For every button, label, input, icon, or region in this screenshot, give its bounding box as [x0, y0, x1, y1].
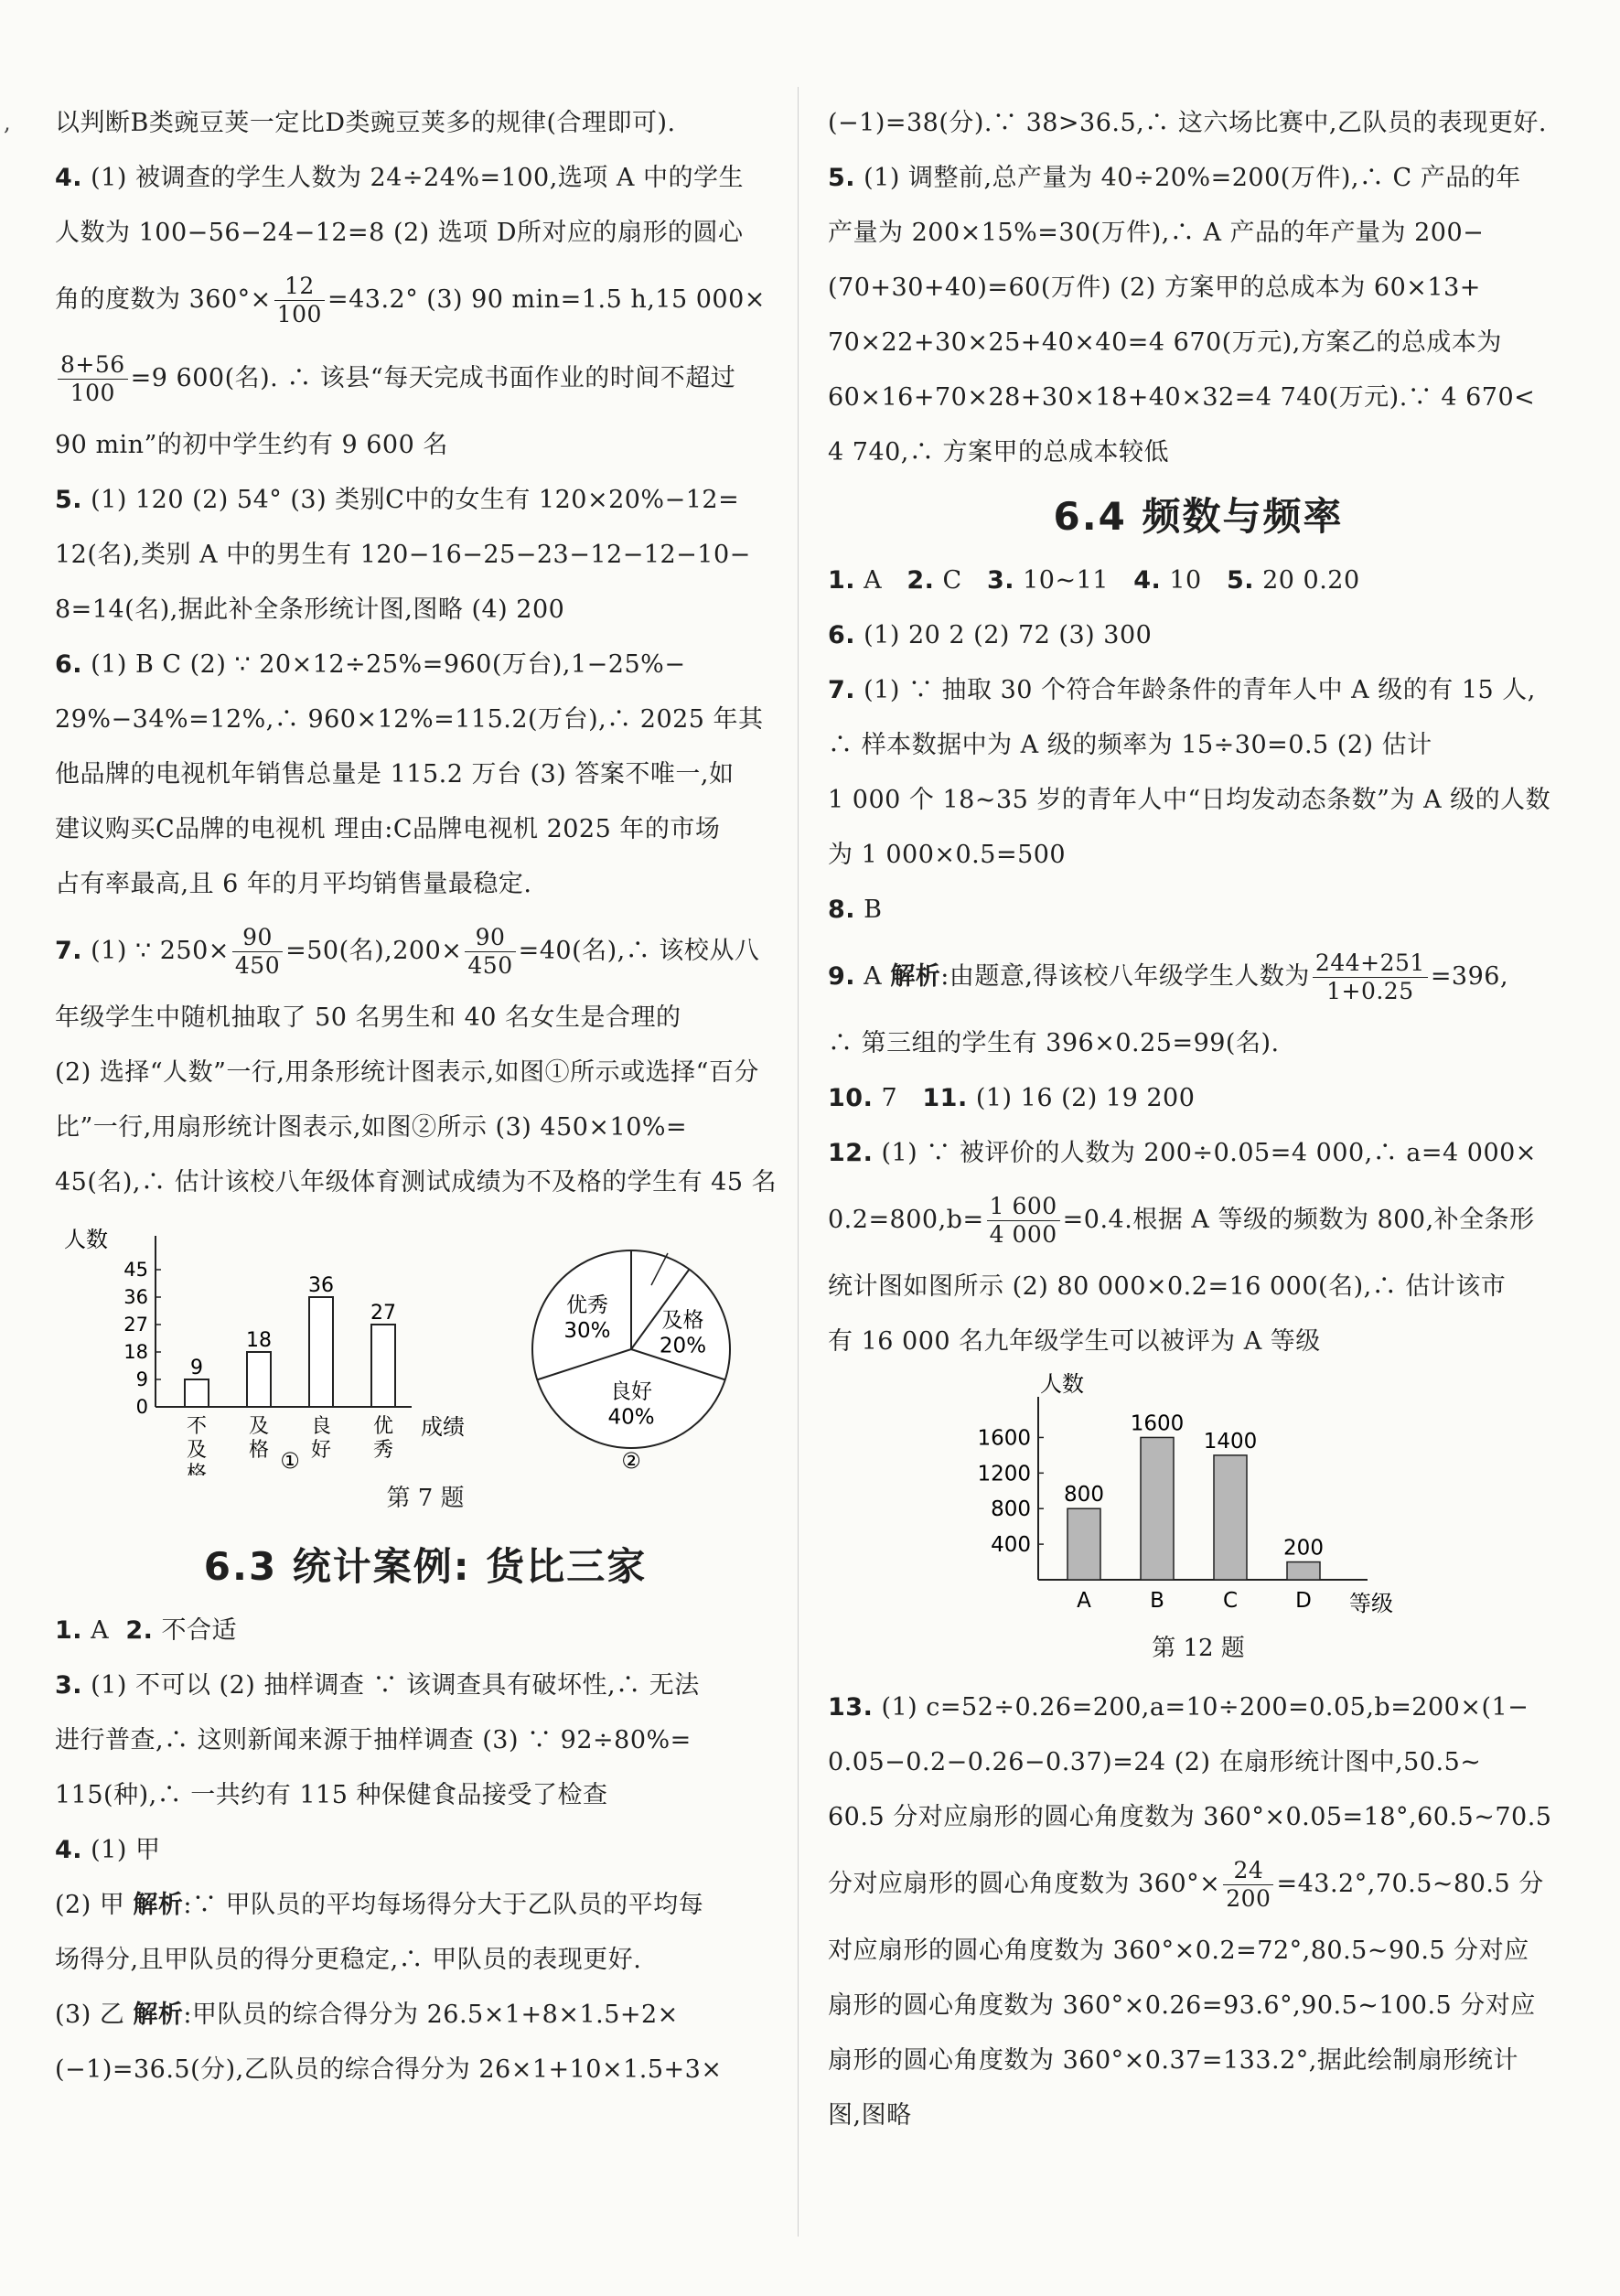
- fraction-numerator: 1 600: [987, 1193, 1060, 1221]
- s63-q4-line-a: [55, 1823, 796, 1878]
- s64-q13-line-c: 60.5 分对应扇形的圆心角度数为 360°×0.05=18°,60.5~70.5: [828, 1803, 1552, 1831]
- q4-line-a: [55, 151, 796, 206]
- s64-q7-line-b: ∴ 样本数据中为 A 级的频率为 15÷30=0.5 (2) 估计: [828, 731, 1432, 759]
- s64-q6-text: (1) 20 2 (2) 72 (3) 300: [864, 621, 1153, 649]
- s64-q2-number: 2.: [907, 566, 935, 595]
- s64-q9-number: 9.: [828, 962, 856, 991]
- chart3-category-label: A: [1077, 1589, 1091, 1613]
- fraction: [232, 924, 283, 980]
- s64-q4-number: 4.: [1133, 566, 1162, 595]
- chart3-ylabel: 人数: [1040, 1371, 1084, 1397]
- s64-q10-number: 10.: [828, 1084, 874, 1112]
- s63-line-1: [55, 1604, 796, 1658]
- q4-text-c-post: =43.2° (3) 90 min=1.5 h,15 000×: [327, 285, 766, 314]
- chart1-ytick-label: 45: [123, 1259, 148, 1281]
- chart3-category-label: C: [1222, 1589, 1239, 1613]
- chart1-data-label: 9: [190, 1357, 203, 1379]
- s64-q9-line-a: [828, 938, 1569, 1016]
- s64-q12-line-a: [828, 1126, 1569, 1181]
- s64-q13-line-f: 扇形的圆心角度数为 360°×0.26=93.6°,90.5~100.5 分对应: [828, 1991, 1536, 2020]
- q4-text-d-post: =9 600(名). ∴ 该县“每天完成书面作业的时间不超过: [130, 364, 736, 392]
- chart3-bar: [1287, 1562, 1320, 1580]
- s63-q2-number: 2.: [125, 1616, 154, 1645]
- q7-text-a-mid: =50(名),200×: [285, 937, 463, 965]
- figure-12-caption: 第 12 题: [1152, 1635, 1245, 1662]
- s64-q9-text-pre: A: [864, 962, 891, 991]
- q5-text-a: (1) 120 (2) 54° (3) 类别C中的女生有 120×20%−12=: [91, 486, 740, 514]
- q5-line-a: [828, 151, 1569, 206]
- s64-q7-number: 7.: [828, 676, 856, 704]
- chart3-data-label: 800: [1064, 1483, 1104, 1507]
- fraction: [274, 273, 325, 328]
- s63-q4-line-c: 场得分,且甲队员的得分更稳定,∴ 甲队员的表现更好.: [55, 1946, 642, 1974]
- q4-text-c-pre: 角的度数为 360°×: [55, 285, 272, 314]
- chart2-slice-percent: 20%: [659, 1334, 707, 1358]
- q6-line-d: 建议购买C品牌的电视机 理由:C品牌电视机 2025 年的市场: [55, 815, 721, 843]
- q6-line-b: 29%−34%=12%,∴ 960×12%=115.2(万台),∴ 2025 年其: [55, 705, 764, 734]
- chart3-data-label: 200: [1283, 1536, 1324, 1561]
- chart2-slice-percent: 30%: [563, 1319, 611, 1344]
- text-line: 以判断B类豌豆荚一定比D类豌豆荚多的规律(合理即可).: [55, 109, 676, 137]
- chart1-category-char: 及: [248, 1415, 270, 1438]
- chart1-bar: [247, 1352, 271, 1407]
- q7-text-a-post: =40(名),∴ 该校从八: [518, 937, 760, 965]
- right-column: [828, 96, 1569, 2143]
- chart1-bar: [309, 1297, 333, 1407]
- chart1-category-char: 格: [186, 1463, 208, 1475]
- s64-q12-number: 12.: [828, 1139, 874, 1167]
- q7-line-c: (2) 选择“人数”一行,用条形统计图表示,如图①所示或选择“百分: [55, 1058, 759, 1087]
- chart3-ytick-label: 1600: [977, 1426, 1031, 1451]
- s63-q3-line-c: 115(种),∴ 一共约有 115 种保健食品接受了检查: [55, 1781, 608, 1809]
- q4-text-a: (1) 被调查的学生人数为 24÷24%=100,选项 A 中的学生: [91, 164, 744, 192]
- s63-q2-answer: 不合适: [161, 1616, 237, 1645]
- s64-q1-number: 1.: [828, 566, 856, 595]
- figure-7-caption: 第 7 题: [386, 1485, 465, 1512]
- s64-q10-text: 7: [881, 1084, 898, 1112]
- fraction-denominator: 4 000: [989, 1221, 1057, 1248]
- fraction-numerator: 244+251: [1313, 950, 1428, 978]
- chart3-category-label: B: [1150, 1589, 1164, 1613]
- q4-line-c: [55, 261, 796, 339]
- s64-q6-number: 6.: [828, 621, 856, 649]
- analysis-label: 解析: [133, 2001, 184, 2029]
- chart1-data-label: 27: [370, 1302, 396, 1325]
- s63-q3-line-b: 进行普查,∴ 这则新闻来源于抽样调查 (3) ∵ 92÷80%=: [55, 1726, 692, 1754]
- chart1-category-char: 优: [372, 1415, 394, 1438]
- chart2-slice-label: 优秀: [565, 1293, 608, 1318]
- fraction: [987, 1193, 1060, 1249]
- fraction-numerator: 24: [1223, 1857, 1273, 1885]
- chart1-ytick-label: 0: [135, 1396, 148, 1418]
- q4-line-d: [55, 339, 796, 418]
- q6-number: 6.: [55, 650, 83, 679]
- s63-q3-line-a: [55, 1658, 796, 1713]
- s63-q4-text-b-pre: (2) 甲: [55, 1891, 134, 1919]
- s64-q3-answer: 10~11: [1023, 566, 1109, 595]
- s64-q12-line-d: 有 16 000 名九年级学生可以被评为 A 等级: [828, 1327, 1321, 1356]
- chart1-ytick-label: 36: [123, 1286, 148, 1308]
- chart2-slice-percent: 40%: [607, 1405, 655, 1430]
- chart1-data-label: 18: [246, 1329, 272, 1352]
- s64-q2-answer: C: [942, 566, 962, 595]
- s64-q13-line-b: 0.05−0.2−0.26−0.37)=24 (2) 在扇形统计图中,50.5~: [828, 1748, 1482, 1776]
- fraction-denominator: 1+0.25: [1326, 978, 1414, 1004]
- chart2-title: ②: [621, 1448, 641, 1474]
- s63-q4-text-d-pre: (3) 乙: [55, 2001, 134, 2029]
- text-line: (−1)=38(分).∵ 38>36.5,∴ 这六场比赛中,乙队员的表现更好.: [828, 109, 1548, 137]
- chart2-slice-label: 良好: [610, 1379, 652, 1404]
- fraction-numerator: 8+56: [58, 351, 128, 380]
- s64-q3-number: 3.: [986, 566, 1014, 595]
- chart1-bar: [185, 1379, 209, 1407]
- fraction: [58, 351, 128, 407]
- chart1-xlabel: 成绩: [421, 1414, 465, 1440]
- q7-line-b: 年级学生中随机抽取了 50 名男生和 40 名女生是合理的: [55, 1003, 681, 1032]
- s64-q5-number: 5.: [1226, 566, 1254, 595]
- s64-q10-11-line: [828, 1071, 1569, 1126]
- s64-q11-text: (1) 16 (2) 19 200: [975, 1084, 1196, 1112]
- chart1-category-char: 秀: [372, 1439, 394, 1462]
- q7-text-a-pre: (1) ∵ 250×: [91, 937, 230, 965]
- s63-q4-number: 4.: [55, 1836, 83, 1864]
- s64-q8-line: [828, 883, 1569, 938]
- fraction-denominator: 450: [234, 952, 281, 979]
- s64-q12-text-b-post: =0.4.根据 A 等级的频数为 800,补全条形: [1062, 1206, 1535, 1234]
- q7-line-e: 45(名),∴ 估计该校八年级体育测试成绩为不及格的学生有 45 名: [55, 1168, 778, 1196]
- chart1-ytick-label: 18: [123, 1341, 148, 1363]
- figure-12-svg: [828, 1369, 1569, 1625]
- s64-q7-line-c: 1 000 个 18~35 岁的青年人中“日均发动态条数”为 A 级的人数: [828, 786, 1551, 814]
- fraction-denominator: 100: [70, 380, 115, 406]
- q5-line-c: (70+30+40)=60(万件) (2) 方案甲的总成本为 60×13+: [828, 274, 1481, 302]
- fraction-numerator: 90: [232, 924, 283, 952]
- margin-fragment: ,: [4, 110, 11, 135]
- figure-12: [828, 1369, 1569, 1625]
- chart2-slice-label: 及格: [661, 1308, 704, 1333]
- s64-q12-text-a: (1) ∵ 被评价的人数为 200÷0.05=4 000,∴ a=4 000×: [881, 1139, 1537, 1167]
- q5-line-d: 70×22+30×25+40×40=4 670(万元),方案乙的总成本为: [828, 328, 1502, 357]
- q4-number: 4.: [55, 164, 83, 192]
- q7-line-d: 比”一行,用扇形统计图表示,如图②所示 (3) 450×10%=: [55, 1113, 688, 1142]
- s64-q12-line-c: 统计图如图所示 (2) 80 000×0.2=16 000(名),∴ 估计该市: [828, 1272, 1507, 1301]
- s64-q13-text-d-pre: 分对应扇形的圆心角度数为 360°×: [828, 1870, 1221, 1898]
- q5-line-b: 产量为 200×15%=30(万件),∴ A 产品的年产量为 200−: [828, 219, 1485, 247]
- chart3-ytick-label: 800: [991, 1497, 1031, 1522]
- fraction: [1313, 950, 1428, 1005]
- chart3-ytick-label: 400: [991, 1533, 1031, 1558]
- section-6-4-title: 6.4 频数与频率: [1053, 494, 1344, 539]
- s64-q8-text: B: [864, 896, 883, 924]
- s64-q12-text-b-pre: 0.2=800,b=: [828, 1206, 984, 1234]
- figure-7-svg: [55, 1210, 796, 1475]
- chart1-ytick-label: 9: [135, 1368, 148, 1390]
- s63-q4-line-b: [55, 1878, 796, 1933]
- s64-q13-line-a: [828, 1680, 1569, 1735]
- s64-q12-line-b: [828, 1181, 1569, 1260]
- s64-line-1: [828, 553, 1569, 608]
- q5-text-a: (1) 调整前,总产量为 40÷20%=200(万件),∴ C 产品的年: [864, 164, 1521, 192]
- s64-q13-line-e: 对应扇形的圆心角度数为 360°×0.2=72°,80.5~90.5 分对应: [828, 1937, 1529, 1965]
- chart1-title: ①: [280, 1448, 300, 1474]
- q6-line-a: [55, 638, 796, 692]
- s64-q9-text-post: =396,: [1430, 962, 1509, 991]
- s64-q13-line-d: [828, 1845, 1569, 1924]
- fraction-denominator: 200: [1226, 1885, 1271, 1912]
- s63-q4-line-e: (−1)=36.5(分),乙队员的综合得分为 26×1+10×1.5+3×: [55, 2055, 723, 2084]
- fraction: [1223, 1857, 1273, 1913]
- q7-line-a: [55, 912, 796, 991]
- s64-q13-line-g: 扇形的圆心角度数为 360°×0.37=133.2°,据此绘制扇形统计: [828, 2046, 1518, 2075]
- s64-q5-answer: 20 0.20: [1262, 566, 1360, 595]
- analysis-label: 解析: [133, 1891, 184, 1919]
- chart3-ytick-label: 1200: [977, 1462, 1031, 1486]
- section-6-3-title: 6.3 统计案例: 货比三家: [203, 1544, 648, 1589]
- q5-number: 5.: [55, 486, 83, 514]
- s64-q13-line-h: 图,图略: [828, 2101, 912, 2130]
- q5-line-a: [55, 473, 796, 528]
- s64-q13-number: 13.: [828, 1693, 874, 1722]
- s64-q8-number: 8.: [828, 896, 856, 924]
- column-divider: [798, 87, 799, 2237]
- chart1-category-char: 良: [310, 1415, 332, 1438]
- s63-q1-number: 1.: [55, 1616, 83, 1645]
- chart3-data-label: 1600: [1130, 1411, 1185, 1436]
- q6-line-e: 占有率最高,且 6 年的月平均销售量最稳定.: [55, 870, 532, 898]
- chart3-bar: [1141, 1437, 1174, 1580]
- chart1-category-char: 格: [248, 1439, 270, 1462]
- fraction-numerator: 12: [274, 273, 325, 301]
- chart3-bar: [1067, 1508, 1100, 1580]
- s64-q6-line: [828, 608, 1569, 663]
- q6-text-a: (1) B C (2) ∵ 20×12÷25%=960(万台),1−25%−: [91, 650, 686, 679]
- chart1-category-char: 好: [310, 1439, 332, 1462]
- s64-q1-answer: A: [864, 566, 883, 595]
- chart3-data-label: 1400: [1203, 1429, 1258, 1454]
- s64-q7-text-a: (1) ∵ 抽取 30 个符合年龄条件的青年人中 A 级的有 15 人,: [864, 676, 1536, 704]
- q5-line-c: 8=14(名),据此补全条形统计图,图略 (4) 200: [55, 595, 565, 624]
- chart1-category-char: 不: [186, 1415, 208, 1438]
- q5-number: 5.: [828, 164, 856, 192]
- q5-line-b: 12(名),类别 A 中的男生有 120−16−25−23−12−12−10−: [55, 541, 751, 569]
- chart3-xlabel: 等级: [1349, 1591, 1393, 1616]
- fraction: [465, 924, 515, 980]
- s63-q4-text-a: (1) 甲: [91, 1836, 161, 1864]
- s64-q13-text-d-post: =43.2°,70.5~80.5 分: [1276, 1870, 1544, 1898]
- fraction-numerator: 90: [465, 924, 515, 952]
- s64-q11-number: 11.: [922, 1084, 968, 1112]
- s63-q4-text-d-post: :甲队员的综合得分为 26.5×1+8×1.5+2×: [183, 2001, 679, 2029]
- q4-line-b: 人数为 100−56−24−12=8 (2) 选项 D所对应的扇形的圆心: [55, 219, 744, 247]
- chart1-bar: [371, 1325, 395, 1407]
- chart1-ylabel: 人数: [64, 1227, 108, 1252]
- s63-q4-line-d: [55, 1988, 796, 2043]
- chart1-ytick-label: 27: [123, 1314, 148, 1336]
- s63-q1-answer: A: [91, 1616, 110, 1645]
- s63-q3-text-a: (1) 不可以 (2) 抽样调查 ∵ 该调查具有破坏性,∴ 无法: [91, 1671, 700, 1700]
- fraction-denominator: 450: [467, 952, 513, 979]
- fraction-denominator: 100: [276, 301, 322, 327]
- s64-q4-answer: 10: [1169, 566, 1202, 595]
- s64-q7-line-d: 为 1 000×0.5=500: [828, 841, 1067, 869]
- q5-line-f: 4 740,∴ 方案甲的总成本较低: [828, 438, 1169, 467]
- q6-line-c: 他品牌的电视机年销售总量是 115.2 万台 (3) 答案不唯一,如: [55, 760, 735, 789]
- chart3-bar: [1214, 1455, 1247, 1580]
- s63-q4-text-b-post: :∵ 甲队员的平均每场得分大于乙队员的平均每: [183, 1891, 704, 1919]
- s64-q9-text-mid: :由题意,得该校八年级学生人数为: [940, 962, 1310, 991]
- chart1-category-char: 及: [186, 1439, 208, 1462]
- s64-q7-line-a: [828, 663, 1569, 718]
- chart1-data-label: 36: [308, 1274, 334, 1297]
- s64-q9-line-b: ∴ 第三组的学生有 396×0.25=99(名).: [828, 1029, 1280, 1057]
- figure-7: [55, 1210, 796, 1475]
- q4-line-e: 90 min”的初中学生约有 9 600 名: [55, 431, 448, 459]
- chart3-category-label: D: [1295, 1589, 1312, 1613]
- q5-line-e: 60×16+70×28+30×18+40×32=4 740(万元).∵ 4 670<: [828, 383, 1536, 412]
- s64-q13-text-a: (1) c=52÷0.26=200,a=10÷200=0.05,b=200×(1−: [881, 1693, 1529, 1722]
- s63-q3-number: 3.: [55, 1671, 83, 1700]
- analysis-label: 解析: [890, 962, 941, 991]
- q7-number: 7.: [55, 937, 83, 965]
- left-column: [55, 96, 796, 2098]
